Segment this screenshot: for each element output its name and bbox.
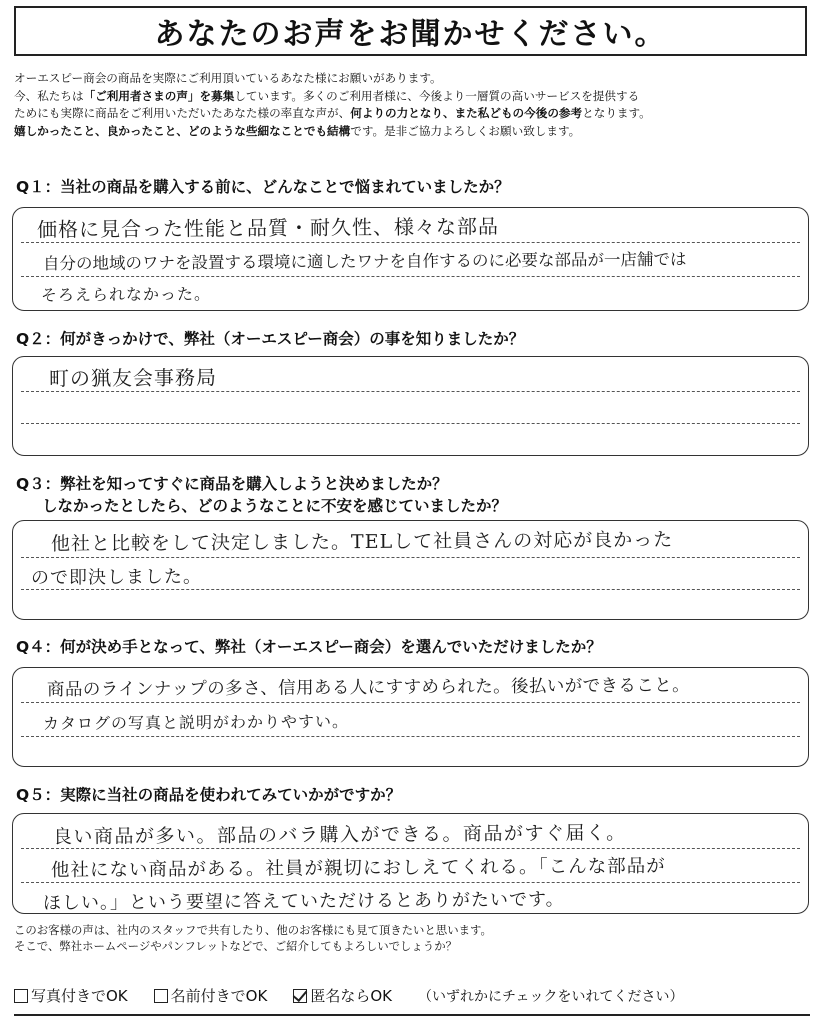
intro-line-4 <box>14 123 814 141</box>
intro-line-3c: となります。 <box>582 106 651 121</box>
answer-box-2[interactable] <box>12 356 809 456</box>
answer-1-line-2: 自分の地域のワナを設置する環境に適したワナを自作するのに必要な部品が一店舗では <box>42 249 687 274</box>
question-3-label: Q３：弊社を知ってすぐに商品を購入しようと決めましたか？ <box>16 475 448 493</box>
answer-4-line-1: 商品のラインナップの多さ、信用ある人にすすめられた。後払いができること。 <box>46 675 691 701</box>
question-1-label: Q１：当社の商品を購入する前に、どんなことで悩まれていましたか？ <box>16 178 510 196</box>
checkbox-photo[interactable] <box>14 989 28 1003</box>
intro-line-3b: 何よりの力となり、また私どもの今後の参考 <box>350 106 583 121</box>
intro-line-2b: 「ご利用者さまの声」を募集 <box>83 88 235 103</box>
answer-3-line-1: 他社と比較をして決定しました。TELして社員さんの対応が良かった <box>50 528 674 556</box>
footer-line-1: このお客様の声は、社内のスタッフで共有したり、他のお客様にも見て頂きたいと思います。 <box>14 923 492 937</box>
option-anonymous-ok[interactable] <box>293 985 392 1006</box>
question-2-label: Q２：何がきっかけで、弊社（オーエスピー商会）の事を知りましたか？ <box>16 330 525 348</box>
intro-text <box>14 70 814 140</box>
answer-line <box>21 423 800 455</box>
option-name-label: 名前付きでOK <box>170 987 268 1005</box>
answer-box-3[interactable] <box>12 520 809 620</box>
answer-5-line-3: ほしい。」という要望に答えていただけるとありがたいです。 <box>42 889 565 914</box>
question-5-label: Q５：実際に当社の商品を使われてみていかがですか？ <box>16 786 402 804</box>
intro-line-2a: 今、私たちは <box>14 88 84 103</box>
answer-box-1[interactable] <box>12 207 809 311</box>
footer-text <box>14 922 814 954</box>
intro-line-3a: ためにも実際に商品をご利用いただいたあなた様の率直な声が、 <box>14 106 351 121</box>
footer-line-2: そこで、弊社ホームページやパンフレットなどで、ご紹介してもよろしいでしょうか？ <box>14 939 457 953</box>
answer-4-line-2: カタログの写真と説明がわかりやすい。 <box>42 711 350 734</box>
intro-line-3 <box>14 105 814 123</box>
page-title <box>14 6 807 56</box>
page-title-text: あなたのお声をお聞かせください。 <box>154 17 667 52</box>
intro-line-1: オーエスピー商会の商品を実際にご利用頂いているあなた様にお願いがあります。 <box>14 71 442 85</box>
answer-box-4[interactable] <box>12 667 809 767</box>
options-note: （いずれかにチェックをいれてください） <box>417 988 684 1005</box>
answer-box-5[interactable] <box>12 813 809 914</box>
question-3 <box>16 473 816 517</box>
intro-line-2c: しています。多くのご利用者様に、今後より一層質の高いサービスを提供する <box>234 88 640 103</box>
checkbox-name[interactable] <box>154 989 168 1003</box>
answer-line <box>21 391 800 424</box>
question-2 <box>16 328 816 350</box>
intro-line-4a: 嬉しかったこと、良かったこと、どのような些細なことでも結構 <box>14 123 351 138</box>
question-3-label-2: しなかったとしたら、どのようなことに不安を感じていましたか？ <box>42 497 508 515</box>
consent-options <box>14 985 814 1006</box>
intro-line-4b: です。是非ご協力よろしくお願い致します。 <box>350 123 581 138</box>
answer-1-line-1: 価格に見合った性能と品質・耐久性、様々な部品 <box>36 214 500 242</box>
answer-line <box>21 736 800 766</box>
question-4 <box>16 636 816 658</box>
option-photo-label: 写真付きでOK <box>31 987 128 1005</box>
answer-5-line-1: 良い商品が多い。部品のバラ購入ができる。商品がすぐ届く。 <box>52 821 627 849</box>
answer-1-line-3: そろえられなかった。 <box>40 284 212 305</box>
question-4-label: Q４：何が決め手となって、弊社（オーエスピー商会）を選んでいただけましたか？ <box>16 638 602 656</box>
option-anonymous-label: 匿名ならOK <box>310 987 392 1005</box>
answer-3-line-2: ので即決しました。 <box>30 566 203 589</box>
answer-2-line-1: 町の猟友会事務局 <box>48 365 218 391</box>
intro-line-2 <box>14 88 814 106</box>
answer-5-line-2: 他社にない商品がある。社員が親切におしえてくれる。「こんな部品が <box>50 855 666 882</box>
answer-line <box>21 589 800 619</box>
question-5 <box>16 784 816 806</box>
bottom-divider <box>14 1014 810 1016</box>
option-photo-ok[interactable] <box>14 985 128 1006</box>
question-1 <box>16 176 816 198</box>
option-name-ok[interactable] <box>154 985 268 1006</box>
checkbox-anonymous[interactable] <box>293 989 307 1003</box>
